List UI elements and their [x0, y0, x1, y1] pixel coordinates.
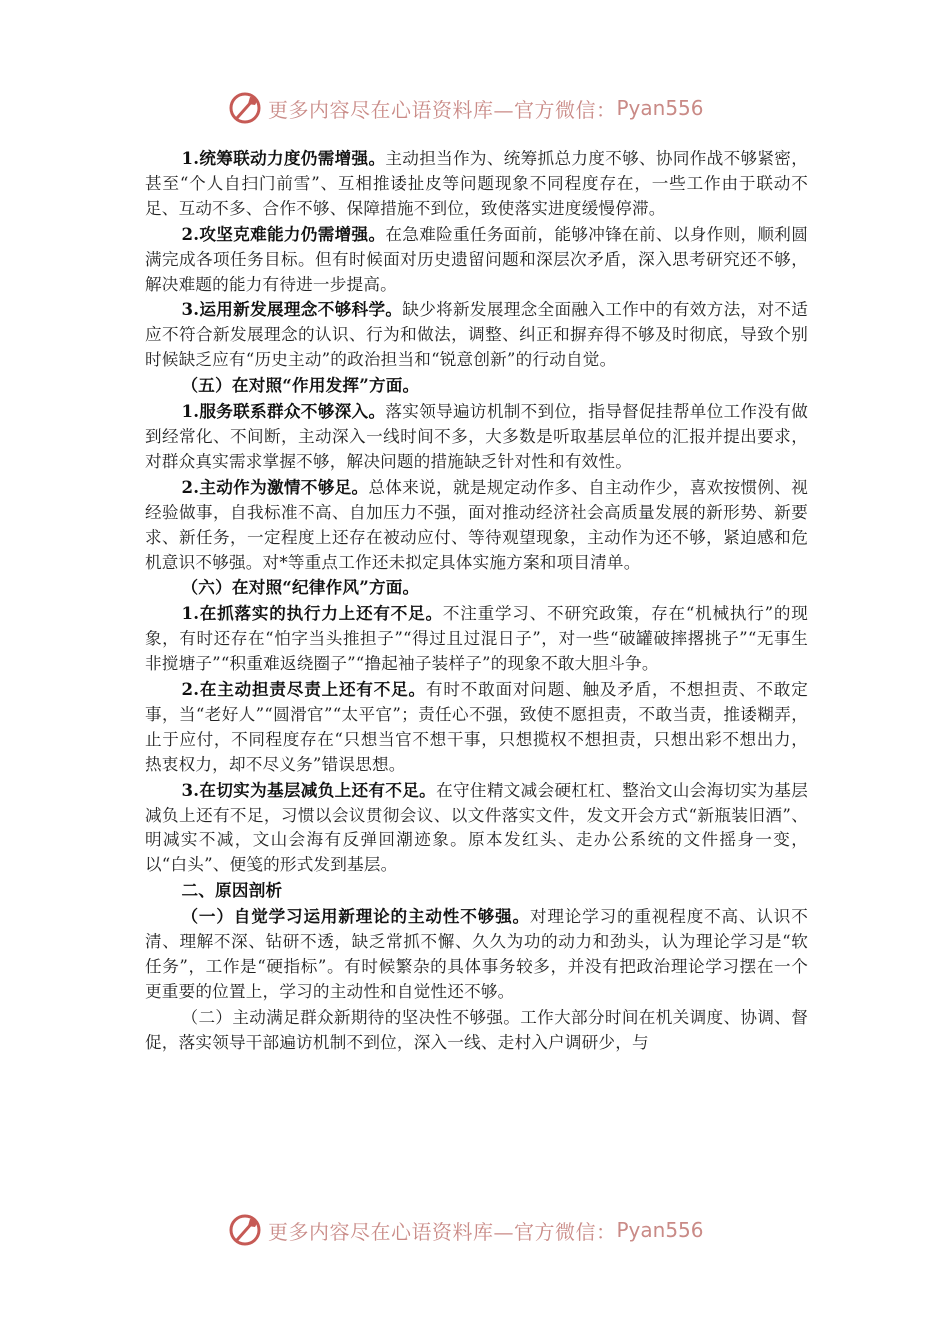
paragraph: 3.运用新发展理念不够科学。缺少将新发展理念全面融入工作中的有效方法，对不适应不符合新发展理念的认识、行为和做法，调整、纠正和摒弃得不够及时彻底，导致个别时候缺乏应有“历史主动”的政治担当和“锐意创新”的行动自觉。 [145, 299, 808, 370]
section-heading: （五）在对照“作用发挥”方面。 [181, 375, 420, 396]
header-banner [228, 88, 704, 128]
paragraph: 2.主动作为激情不够足。总体来说，就是规定动作多、自主动作少，喜欢按惯例、视经验做事，自我标准不高、自加压力不强，面对推动经济社会高质量发展的新形势、新要求、新任务，一定程度上还存在被动应付、等待观望现象，主动作为还不够，紧迫感和危机意识不够强。对*等重点工作还未拟定具体实施方案和项目清单。 [145, 476, 808, 572]
footer-banner [228, 1210, 704, 1250]
quill-pen-logo-icon [228, 1213, 262, 1247]
section-heading: （六）在对照“纪律作风”方面。 [181, 577, 420, 598]
banner-text: 更多内容尽在心语资料库—官方微信： [268, 1219, 617, 1244]
document-body [145, 146, 808, 1056]
banner-wechat-id: Pyan556 [616, 1218, 704, 1242]
paragraph: 1.统筹联动力度仍需增强。主动担当作为、统筹抓总力度不够、协同作战不够紧密，甚至“个人自扫门前雪”、互相推诿扯皮等问题现象不同程度存在，一些工作由于联动不足、互动不多、合作不够、保障措施不到位，致使落实进度缓慢停滞。 [145, 148, 808, 218]
paragraph: 2.在主动担责尽责上还有不足。有时不敢面对问题、触及矛盾，不想担责、不敢定事，当“老好人”“圆滑官”“太平官”；责任心不强，致使不愿担责，不敢当责，推诿糊弄，止于应付，不同程度存在“只想当官不想干事，只想揽权不想担责，只想出彩不想出力，热衷权力，却不尽义务”错误思想。 [145, 679, 808, 774]
paragraph: 3.在切实为基层减负上还有不足。在守住精文减会硬杠杠、整治文山会海切实为基层减负上还有不足，习惯以会议贯彻会议、以文件落实文件，发文开会方式“新瓶装旧酒”、明减实不减，文山会海有反弹回潮迹象。原本发红头、走办公系统的文件摇身一变，以“白头”、便笺的形式发到基层。 [145, 779, 808, 875]
paragraph: （一）自觉学习运用新理论的主动性不够强。对理论学习的重视程度不高、认识不清、理解不深、钻研不透，缺乏常抓不懈、久久为功的动力和劲头，认为理论学习是“软任务”，工作是“硬指标”。有时候繁杂的具体事务较多，并没有把政治理论学习摆在一个更重要的位置上，学习的主动性和自觉性还不够。 [145, 906, 809, 1001]
quill-pen-logo-icon [228, 91, 262, 125]
paragraph: 2.攻坚克难能力仍需增强。在急难险重任务面前，能够冲锋在前、以身作则，顺利圆满完成各项任务目标。但有时候面对历史遗留问题和深层次矛盾，深入思考研究还不够，解决难题的能力有待进一步提高。 [145, 223, 808, 294]
chapter-heading: 二、原因剖析 [181, 880, 283, 901]
paragraph: 1.在抓落实的执行力上还有不足。不注重学习、不研究政策，存在“机械执行”的现象，有时还存在“怕字当头推担子”“得过且过混日子”，对一些“破罐破摔撂挑子”“无事生非搅塘子”“积重难返绕圈子”“撸起袖子装样子”的现象不敢大胆斗争。 [145, 603, 808, 674]
banner-wechat-id: Pyan556 [616, 96, 704, 120]
paragraph: （二）主动满足群众新期待的坚决性不够强。工作大部分时间在机关调度、协调、督促，落实领导干部遍访机制不到位，深入一线、走村入户调研少，与 [145, 1007, 808, 1052]
banner-text: 更多内容尽在心语资料库—官方微信： [268, 97, 617, 122]
paragraph: 1.服务联系群众不够深入。落实领导遍访机制不到位，指导督促挂帮单位工作没有做到经常化、不间断，主动深入一线时间不多，大多数是听取基层单位的汇报并提出要求，对群众真实需求掌握不够，解决问题的措施缺乏针对性和有效性。 [145, 401, 808, 471]
